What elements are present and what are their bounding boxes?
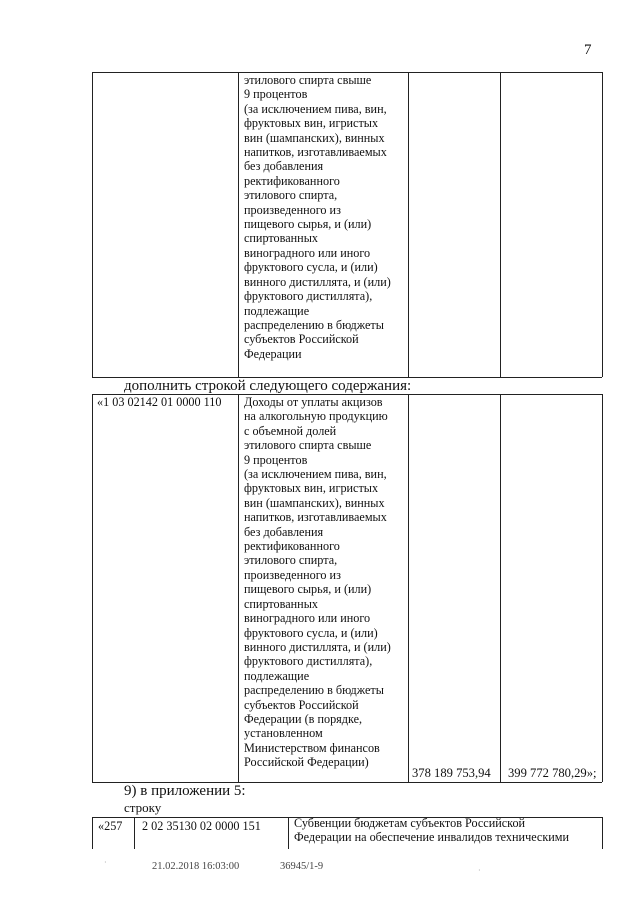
instruction-add-row: дополнить строкой следующего содержания: [124, 378, 412, 394]
column-divider [500, 394, 501, 782]
table2-description-line: Федерации (в порядке, [244, 711, 363, 726]
table1-description-line: вин (шампанских), винных [244, 130, 385, 145]
table-border-left [92, 72, 93, 377]
table2-value-2: 399 772 780,29»; [508, 766, 597, 780]
table1-description-line: пищевого сырья, и (или) [244, 217, 372, 232]
table2-description-line: Министерством финансов [244, 740, 380, 755]
table2-description-line: виноградного или иного [244, 611, 371, 626]
table2-description-line: (за исключением пива, вин, [244, 467, 387, 482]
table2-description-line: спиртованных [244, 596, 318, 611]
table2-code-cell: «1 03 02142 01 0000 110 [97, 395, 222, 409]
column-divider [134, 817, 135, 849]
column-divider [408, 394, 409, 782]
table1-description-line: напитков, изготавливаемых [244, 145, 387, 160]
table2-description-line: без добавления [244, 524, 324, 539]
table-border-right [602, 72, 603, 377]
table2-description-line: фруктового дистиллята), [244, 654, 373, 669]
table-border-right [602, 394, 603, 782]
table1-description-line: ректификованного [244, 173, 340, 188]
scan-speck: · [104, 858, 107, 867]
table2-description-line: пищевого сырья, и (или) [244, 582, 372, 597]
table3-code-cell: 2 02 35130 02 0000 151 [142, 819, 261, 833]
column-divider [288, 817, 289, 849]
table2-description-line: этилового спирта свыше [244, 438, 372, 453]
table2-description-line: подлежащие [244, 668, 310, 683]
table1-description-line: подлежащие [244, 303, 310, 318]
table1-description-line: винного дистиллята, и (или) [244, 274, 391, 289]
table2-description-line: произведенного из [244, 567, 341, 582]
table2-description-line: субъектов Российской [244, 697, 359, 712]
table1-description-line: 9 процентов [244, 87, 308, 102]
page-number: 7 [584, 42, 592, 58]
table1-description-cell [244, 73, 391, 361]
table1-description-line: субъектов Российской [244, 332, 359, 347]
table2-description-line: с объемной долей [244, 423, 337, 438]
table2-description-line: ректификованного [244, 539, 340, 554]
table1-description-line: фруктовых вин, игристых [244, 116, 379, 131]
table1-description-line: без добавления [244, 159, 324, 174]
table1-description-line: фруктового дистиллята), [244, 289, 373, 304]
table3-number-cell: «257 [98, 819, 123, 833]
table2-description-line: 9 процентов [244, 452, 308, 467]
row-word: строку [124, 800, 162, 815]
table2-description-line: Российской Федерации) [244, 755, 369, 770]
table1-description-line: Федерации [244, 346, 302, 361]
table1-description-line: этилового спирта свыше [244, 73, 372, 87]
footer-datetime: 21.02.2018 16:03:00 [152, 861, 240, 872]
table-border-left [92, 394, 93, 782]
table2-description-line: фруктового сусла, и (или) [244, 625, 378, 640]
table2-description-line: Доходы от уплаты акцизов [244, 395, 383, 409]
column-divider [500, 72, 501, 377]
table-border-left [92, 817, 93, 849]
footer-document-id: 36945/1-9 [280, 861, 324, 872]
table2-description-line: на алкогольную продукцию [244, 409, 388, 424]
table2-description-line: этилового спирта, [244, 553, 338, 568]
column-divider [238, 72, 239, 377]
table2-value-1: 378 189 753,94 [412, 766, 491, 780]
table3-description-cell: Субвенции бюджетам субъектов Российской Федерации на обеспечение инвалидов техническими [294, 816, 570, 845]
scan-speck: · [478, 866, 481, 875]
table2-description-cell [244, 395, 391, 770]
table1-description-line: виноградного или иного [244, 245, 371, 260]
table2-description-line: установленном [244, 726, 323, 741]
table1-description-line: произведенного из [244, 202, 341, 217]
table2-description-line: винного дистиллята, и (или) [244, 639, 391, 654]
section-9-heading: 9) в приложении 5: [124, 783, 246, 799]
table2-description-line: фруктовых вин, игристых [244, 481, 379, 496]
table1-description-line: (за исключением пива, вин, [244, 101, 387, 116]
table1-description-line: фруктового сусла, и (или) [244, 260, 378, 275]
table-border-right [602, 817, 603, 849]
table2-description-line: распределению в бюджеты [244, 683, 384, 698]
table1-description-line: спиртованных [244, 231, 318, 246]
table1-description-line: этилового спирта, [244, 188, 338, 203]
table2-description-line: вин (шампанских), винных [244, 495, 385, 510]
column-divider [238, 394, 239, 782]
column-divider [408, 72, 409, 377]
table2-description-line: напитков, изготавливаемых [244, 510, 387, 525]
table1-description-line: распределению в бюджеты [244, 317, 384, 332]
